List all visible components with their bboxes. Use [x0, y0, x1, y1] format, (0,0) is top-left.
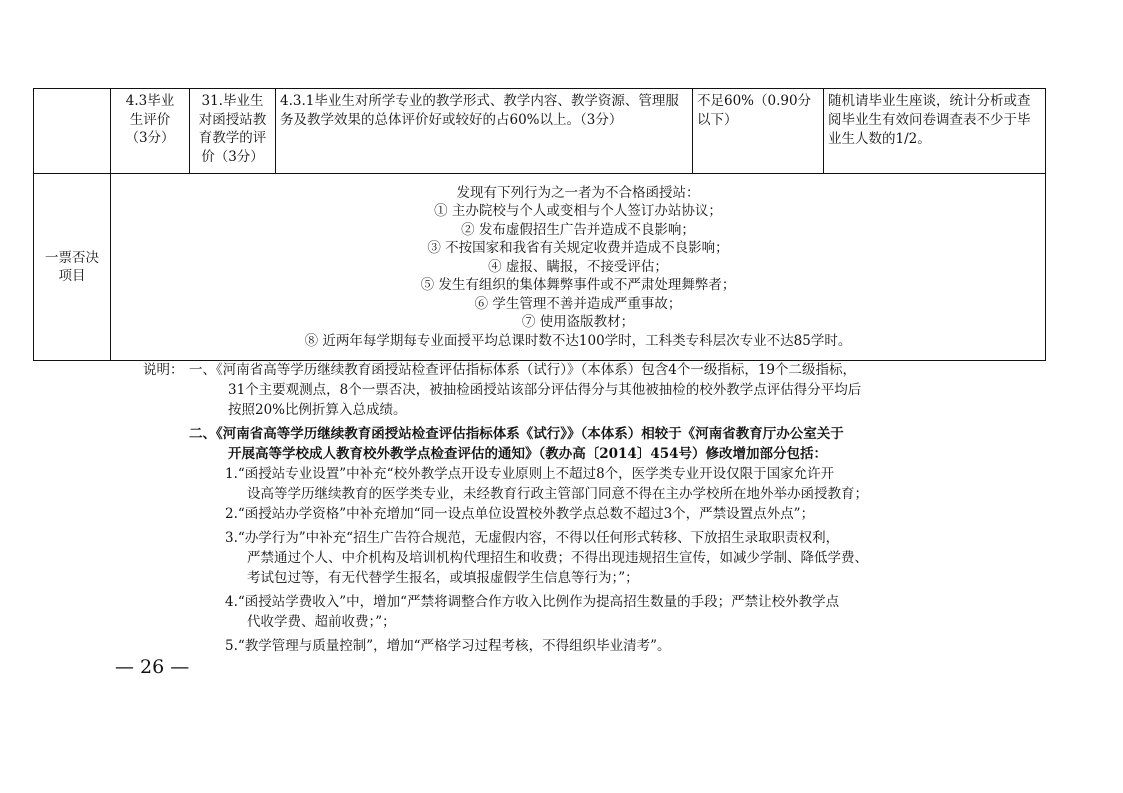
method-cell: 随机请毕业生座谈，统计分析或查阅毕业生有效问卷调查表不少于毕业生人数的1/2。	[824, 89, 1046, 174]
page-number: — 26 —	[115, 656, 190, 678]
veto-intro: 发现有下列行为之一者为不合格函授站：	[456, 184, 700, 201]
veto-item: ③ 不按国家和我省有关规定收费并造成不良影响；	[427, 240, 729, 257]
note-item: 考试包过等，有无代替学生报名，或填报虚假学生信息等行为；”；	[247, 570, 639, 586]
veto-list-cell	[111, 174, 1046, 361]
veto-label-line: 项目	[58, 268, 86, 284]
note-item: 代收学费、超前收费；”；	[247, 614, 396, 630]
note-item: 3.“办学行为”中补充“招生广告符合规范，无虚假内容，不得以任何形式转移、下放招生录取职责权利，	[225, 530, 840, 546]
observation-point-line: 价（3分）	[201, 148, 264, 165]
note-heading: 二、《河南省高等学历继续教育函授站检查评估指标体系《试行》》（本体系）相较于《河南省教育厅办公室关于	[189, 426, 844, 442]
veto-item: ⑦ 使用盗版教材；	[521, 314, 635, 331]
observation-point-line: 对函授站教	[198, 111, 267, 128]
criteria-cell: 4.3.1毕业生对所学专业的教学形式、教学内容、教学资源、管理服务及教学效果的总体评价好或较好的占60%以上。（3分）	[276, 89, 693, 174]
note-paragraph: 31个主要观测点，8个一票否决，被抽检函授站该部分评估得分与其他被抽检的校外教学点评估得分平均后	[228, 382, 862, 398]
note-item: 严禁通过个人、中介机构及培训机构代理招生和收费；不得出现违规招生宣传，如减少学制、降低学费、	[247, 550, 868, 566]
veto-item: ② 发布虚假招生广告并造成不良影响；	[461, 221, 695, 238]
secondary-indicator-cell	[111, 89, 190, 174]
veto-item: ⑥ 学生管理不善并造成严重事故；	[474, 295, 682, 312]
veto-item: ⑧ 近两年每学期每专业面授平均总课时数不达100学时，工科类专科层次专业不达85学时。	[304, 332, 852, 349]
observation-point-line: 31.毕业生	[201, 93, 264, 109]
note-item: 4.“函授站学费收入”中，增加“严禁将调整合作方收入比例作为提高招生数量的手段；严禁让校外教学点	[225, 594, 840, 610]
secondary-indicator-line: 4.3毕业	[125, 93, 175, 109]
observation-point-line: 育教学的评	[198, 130, 267, 146]
veto-label-line: 一票否决	[45, 249, 99, 266]
table-row-graduate-evaluation	[34, 89, 1046, 174]
notes-label: 说明：	[143, 362, 184, 378]
evaluation-table	[33, 88, 1046, 361]
veto-item: ④ 虚报、瞒报，不接受评估；	[488, 258, 668, 275]
category-cell	[34, 89, 111, 174]
note-item: 5.“教学管理与质量控制”，增加“严格学习过程考核，不得组织毕业清考”。	[225, 638, 671, 654]
note-paragraph: 按照20%比例折算入总成绩。	[228, 402, 407, 418]
note-item: 1.“函授站专业设置”中补充“校外教学点开设专业原则上不超过8个，医学类专业开设仅限于国家允许开	[225, 466, 835, 482]
note-heading: 开展高等学校成人教育校外教学点检查评估的通知》（教办高〔2014〕454号）修改增加部分包括：	[228, 446, 828, 462]
note-item: 设高等学历继续教育的医学类专业，未经教育行政主管部门同意不得在主办学校所在地外举办函授教育；	[247, 486, 868, 502]
table-row-veto-items	[34, 174, 1046, 361]
veto-label-cell	[34, 174, 111, 361]
secondary-indicator-line: 生评价	[129, 111, 171, 128]
veto-item: ① 主办院校与个人或变相与个人签订办站协议；	[434, 203, 722, 220]
observation-point-cell	[190, 89, 276, 174]
veto-item: ⑤ 发生有组织的集体舞弊事件或不严肃处理舞弊者；	[420, 277, 736, 294]
threshold-cell: 不足60%（0.90分以下）	[693, 89, 824, 174]
note-item: 2.“函授站办学资格”中补充增加“同一设点单位设置校外教学点总数不超过3个，严禁设置点外点”；	[225, 506, 815, 522]
note-paragraph: 一、《河南省高等学历继续教育函授站检查评估指标体系（试行）》（本体系）包含4个一级指标，19个二级指标，	[189, 362, 857, 378]
secondary-indicator-line: （3分）	[125, 130, 175, 146]
